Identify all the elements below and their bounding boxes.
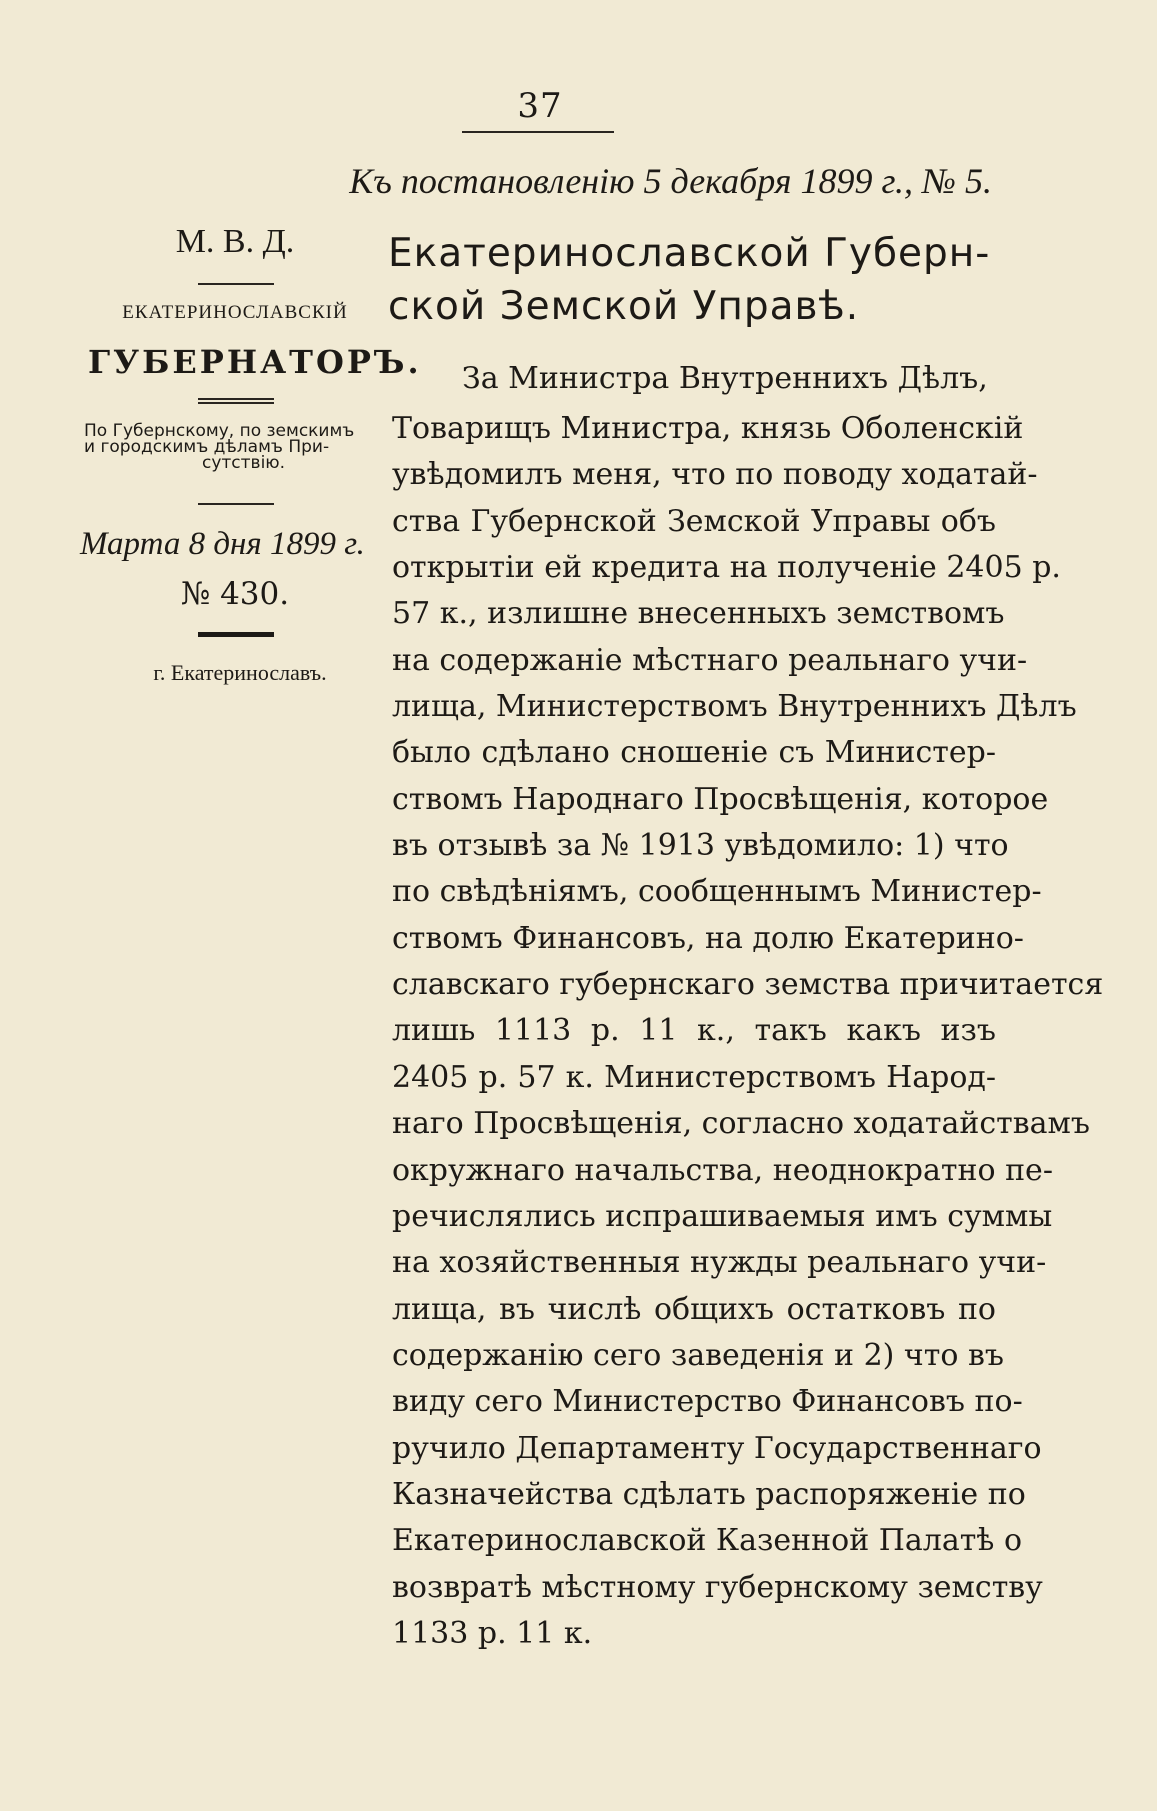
body-line: возвратѣ мѣстному губернскому земству xyxy=(392,1569,1043,1605)
committee-rule xyxy=(198,503,274,505)
body-line: Товарищъ Министра, князь Оболенскiй xyxy=(392,411,1024,446)
body-line: было сдѣлано сношенiе съ Министер- xyxy=(392,735,996,771)
committee-line1: По Губернскому, по земскимъ xyxy=(84,421,355,441)
number-rule xyxy=(198,632,274,637)
body-line: лища, въ числѣ общихъ остатковъ по xyxy=(392,1291,996,1327)
page-number: 37 xyxy=(517,86,563,126)
body-line: Казначейства сдѣлать распоряженiе по xyxy=(392,1476,1026,1512)
body-line: содержанiю сего заведенiя и 2) что въ xyxy=(392,1337,1004,1373)
governor-title: ГУБЕРНАТОРЪ. xyxy=(88,343,422,381)
body-line: окружнаго начальства, неоднократно пе- xyxy=(392,1152,1053,1188)
body-line: виду сего Министерство Финансовъ по- xyxy=(392,1384,1023,1420)
body-text xyxy=(392,406,1104,1657)
body-line: ствомъ Финансовъ, на долю Екатерино- xyxy=(392,920,1024,956)
body-line: въ отзывѣ за № 1913 увѣдомило: 1) что xyxy=(392,828,1009,864)
body-line: речислялись испрашиваемыя имъ суммы xyxy=(392,1198,1053,1234)
ministry-label: М. В. Д. xyxy=(175,223,295,260)
body-line: увѣдомилъ меня, что по поводу ходатай- xyxy=(392,457,1038,493)
body-line: 1133 р. 11 к. xyxy=(392,1615,593,1651)
body-line: ствомъ Народнаго Просвѣщенiя, которое xyxy=(392,781,1049,817)
city-label: г. Екатеринославъ. xyxy=(153,660,327,685)
committee-line3: сутствiю. xyxy=(202,453,286,473)
addressee-heading-line2: ской Земской Управѣ. xyxy=(388,284,860,329)
addressee-heading-line1: Екатеринославской Губерн- xyxy=(388,231,991,276)
ministry-rule xyxy=(198,283,274,285)
body-line: Екатеринославской Казенной Палатѣ о xyxy=(392,1523,1022,1559)
governor-double-rule xyxy=(198,398,274,404)
body-line: на содержанiе мѣстнаго реальнаго учи- xyxy=(392,642,1028,678)
body-line: ручило Департаменту Государственнаго xyxy=(392,1430,1042,1466)
body-line: 57 к., излишне внесенныхъ земствомъ xyxy=(392,596,1005,632)
body-line: наго Просвѣщенiя, согласно ходатайствамъ xyxy=(392,1106,1090,1142)
body-line: лища, Министерствомъ Внутреннихъ Дѣлъ xyxy=(392,689,1077,725)
body-line: на хозяйственныя нужды реальнаго учи- xyxy=(392,1245,1047,1281)
department-label: ЕКАТЕРИНОСЛАВСКIЙ xyxy=(122,302,348,323)
body-line: За Министра Внутреннихъ Дѣлъ, xyxy=(462,361,988,396)
body-first-line xyxy=(392,356,996,402)
body-line: 2405 р. 57 к. Министерствомъ Народ- xyxy=(392,1059,996,1095)
document-date: Марта 8 дня 1899 г. xyxy=(80,526,365,562)
body-line: по свѣдѣнiямъ, сообщеннымъ Министер- xyxy=(392,874,1042,910)
committee-line2: и городскимъ дѣламъ При- xyxy=(84,437,330,457)
committee-label xyxy=(84,423,384,471)
document-number: № 430. xyxy=(180,576,290,612)
body-line: лишь 1113 р. 11 к., такъ какъ изъ xyxy=(392,1013,996,1049)
page-number-rule xyxy=(462,131,614,133)
reference-line: Къ постановленiю 5 декабря 1899 г., № 5. xyxy=(349,161,992,201)
body-line: славскаго губернскаго земства причитается xyxy=(392,967,1104,1003)
body-line: ства Губернской Земской Управы объ xyxy=(392,503,996,539)
body-line: открытiи ей кредита на полученiе 2405 р. xyxy=(392,550,1061,586)
